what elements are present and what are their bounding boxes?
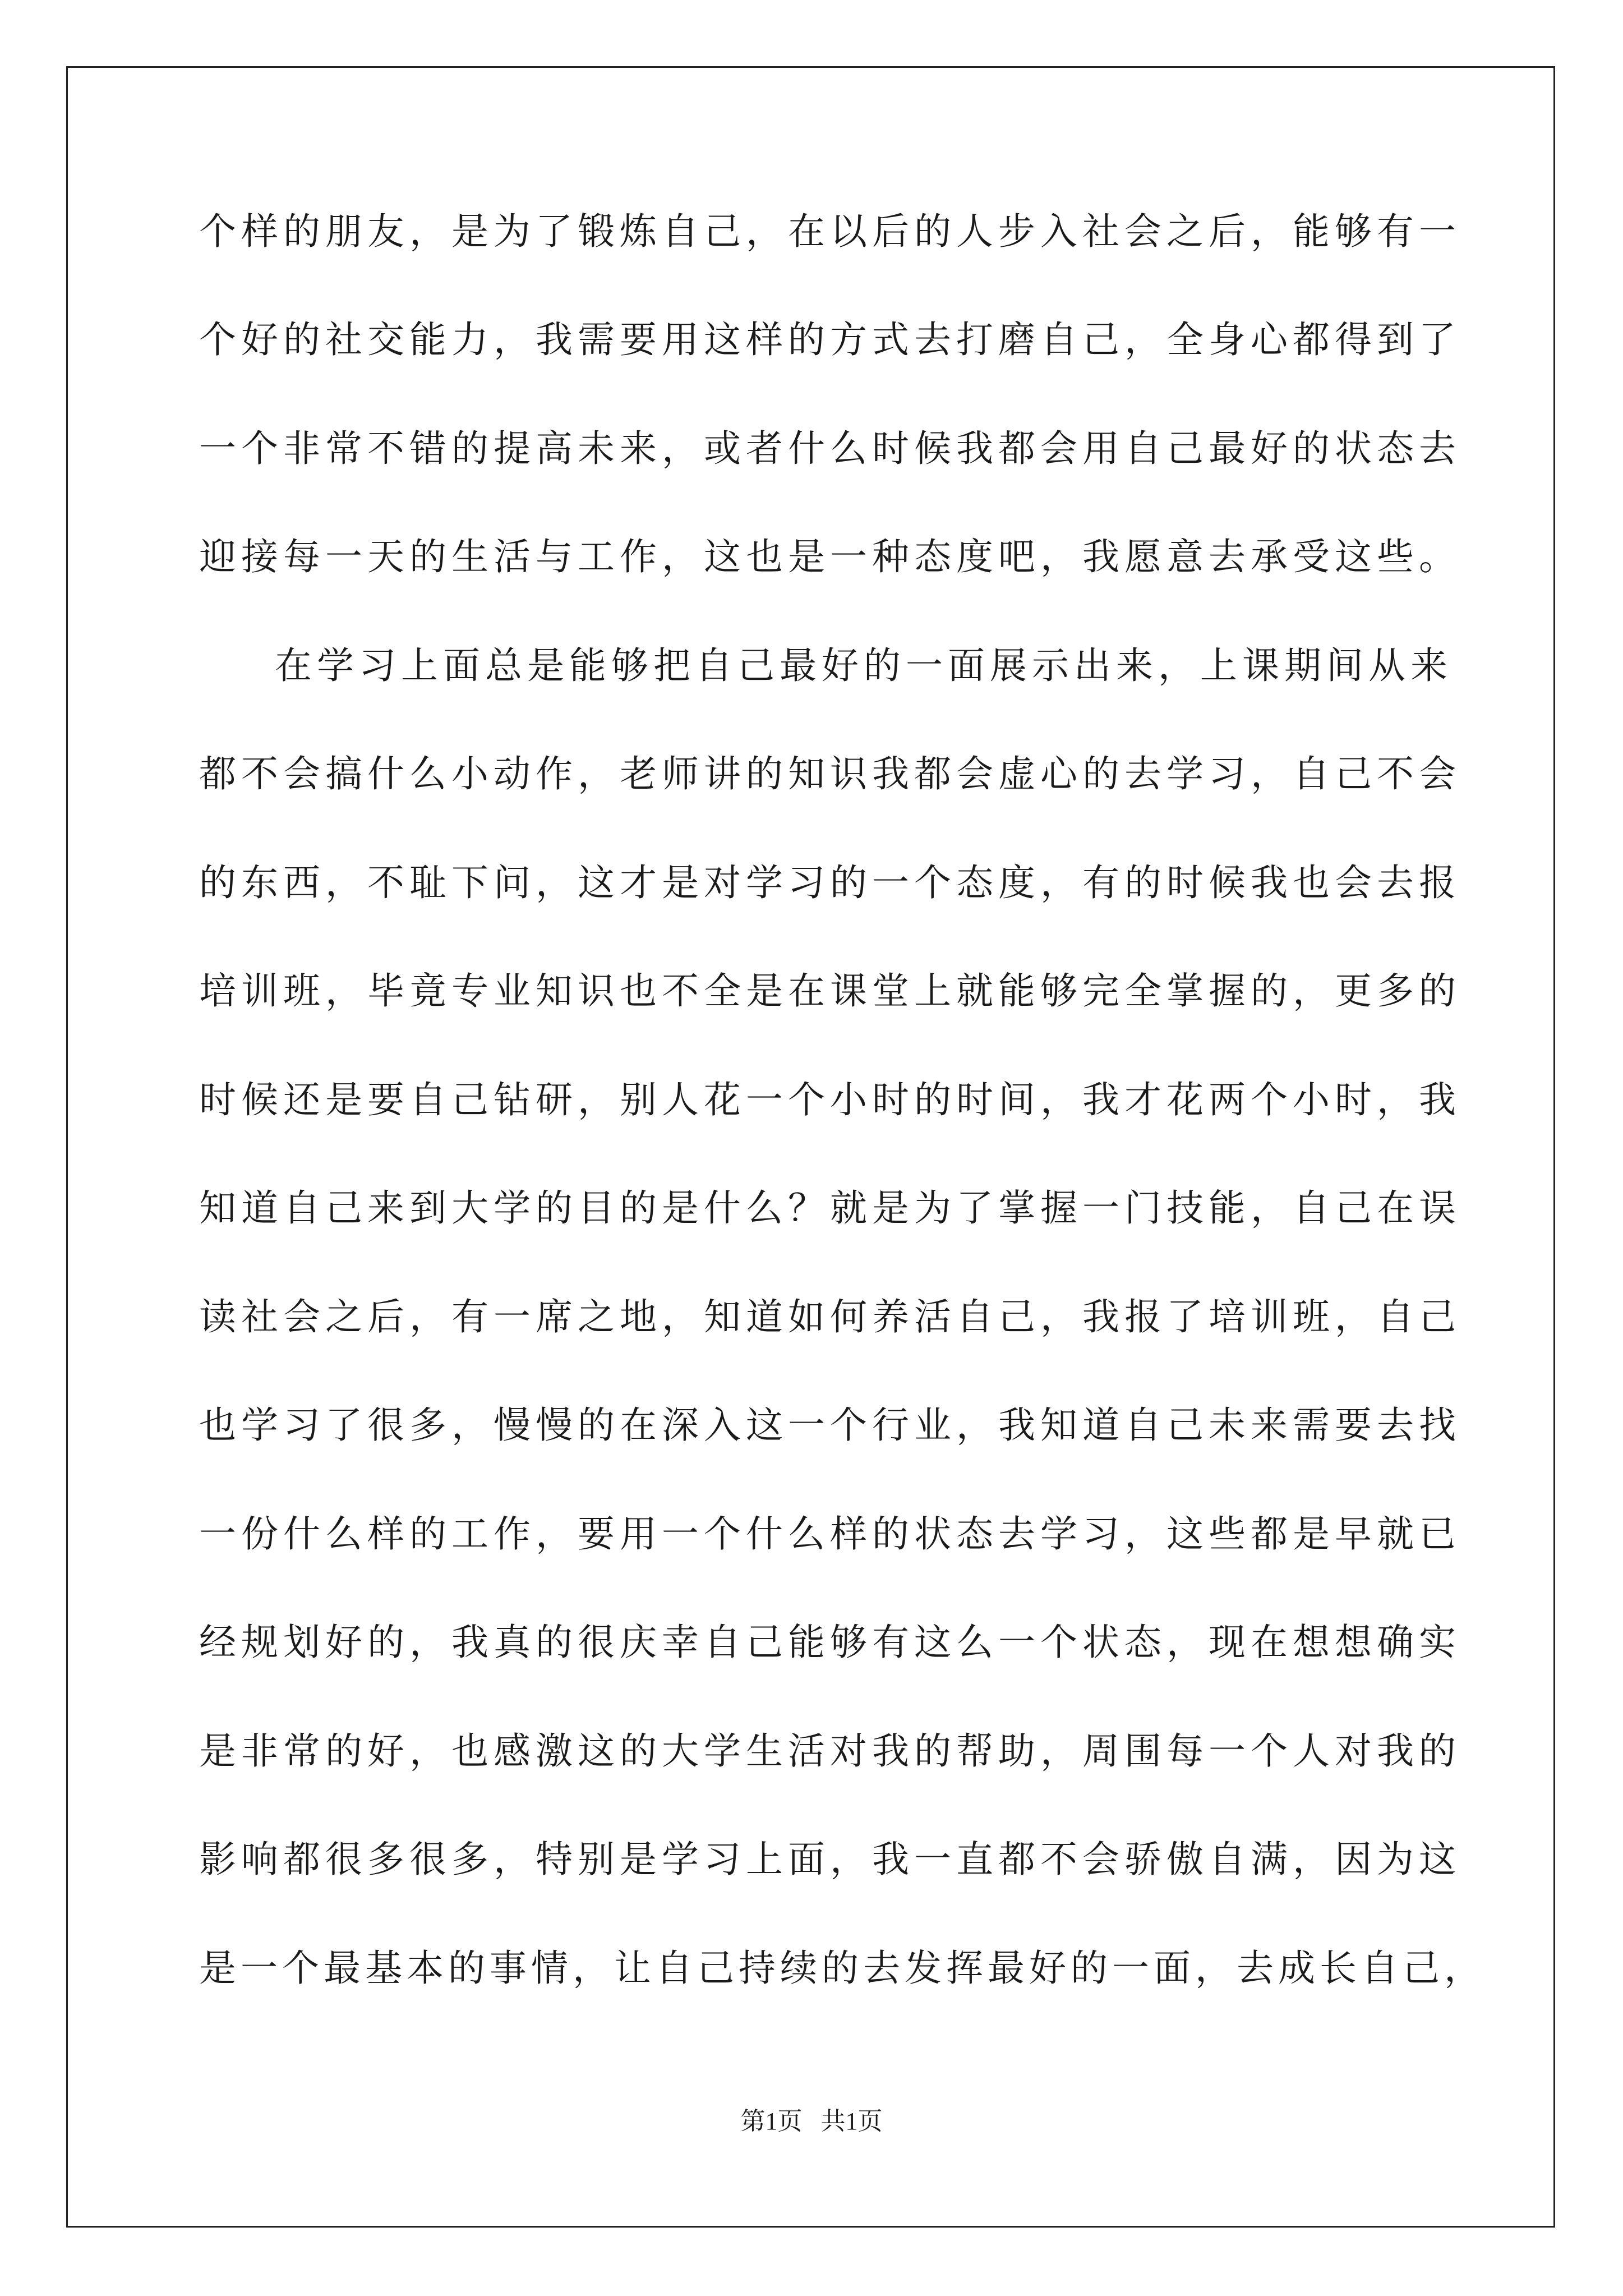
text-line-3: 一个非常不错的提高未来，或者什么时候我都会用自己最好的状态去 — [199, 427, 1461, 470]
text-line-8: 培训班，毕竟专业知识也不全是在课堂上就能够完全掌握的，更多的 — [199, 969, 1461, 1013]
text-line-11: 读社会之后，有一席之地，知道如何养活自己，我报了培训班，自己 — [199, 1295, 1461, 1338]
text-line-16: 影响都很多很多，特别是学习上面，我一直都不会骄傲自满，因为这 — [199, 1838, 1461, 1881]
text-line-6: 都不会搞什么小动作，老师讲的知识我都会虚心的去学习，自己不会 — [199, 752, 1461, 795]
text-line-9: 时候还是要自己钻研，别人花一个小时的时间，我才花两个小时，我 — [199, 1078, 1461, 1121]
text-line-7: 的东西，不耻下问，这才是对学习的一个态度，有的时候我也会去报 — [199, 861, 1461, 904]
text-line-1: 个样的朋友，是为了锻炼自己，在以后的人步入社会之后，能够有一 — [199, 210, 1461, 253]
text-line-17: 是一个最基本的事情，让自己持续的去发挥最好的一面，去成长自己， — [199, 1947, 1486, 1990]
text-line-12: 也学习了很多，慢慢的在深入这一个行业，我知道自己未来需要去找 — [199, 1404, 1461, 1447]
text-line-15: 是非常的好，也感激这的大学生活对我的帮助，周围每一个人对我的 — [199, 1729, 1461, 1773]
text-line-4: 迎接每一天的生活与工作，这也是一种态度吧，我愿意去承受这些。 — [199, 535, 1461, 578]
text-line-2: 个好的社交能力，我需要用这样的方式去打磨自己，全身心都得到了 — [199, 318, 1461, 361]
page-number-footer: 第1页 共1页 — [740, 2108, 883, 2135]
text-line-10: 知道自己来到大学的目的是什么？就是为了掌握一门技能，自己在误 — [199, 1186, 1461, 1230]
paragraph-start-line: 在学习上面总是能够把自己最好的一面展示出来，上课期间从来 — [275, 644, 1453, 687]
text-line-13: 一份什么样的工作，要用一个什么样的状态去学习，这些都是早就已 — [199, 1512, 1461, 1556]
page-border — [66, 66, 1555, 2228]
text-line-14: 经规划好的，我真的很庆幸自己能够有这么一个状态，现在想想确实 — [199, 1621, 1461, 1664]
